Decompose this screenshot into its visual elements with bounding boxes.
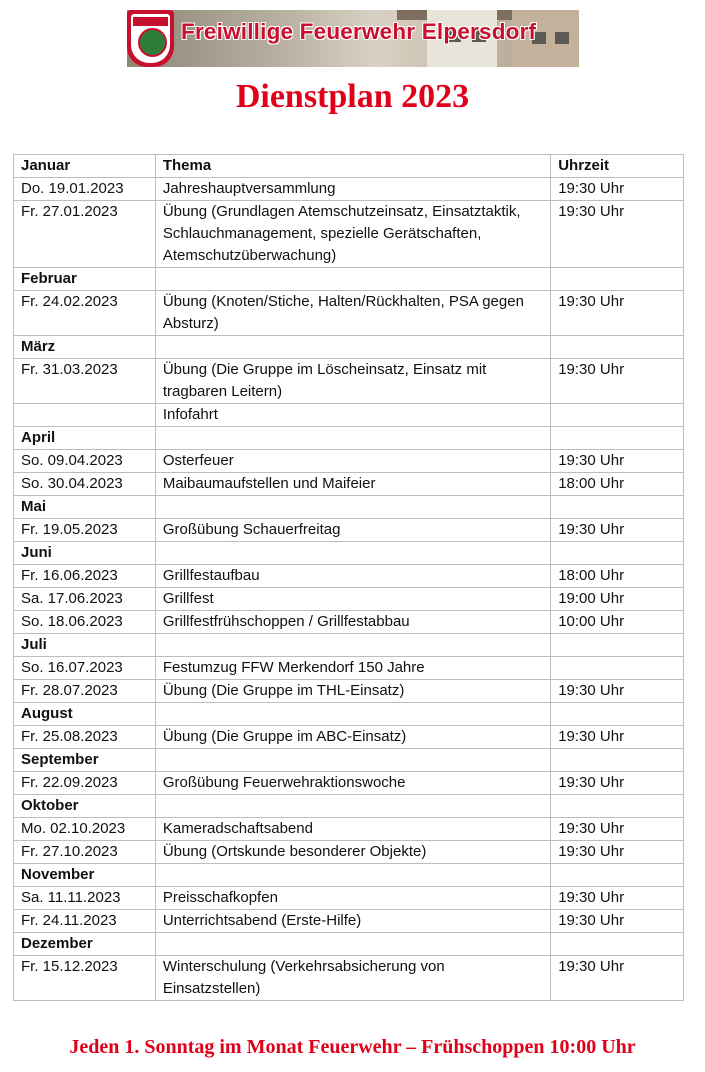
event-time: 19:30 Uhr <box>551 680 684 703</box>
event-date: Fr. 27.10.2023 <box>14 841 156 864</box>
schedule-body <box>14 178 684 1001</box>
event-topic: Unterrichtsabend (Erste-Hilfe) <box>155 910 550 933</box>
event-topic: Übung (Die Gruppe im THL-Einsatz) <box>155 680 550 703</box>
month-label: November <box>14 864 156 887</box>
event-time <box>551 404 684 427</box>
event-topic: Infofahrt <box>155 404 550 427</box>
month-row <box>14 427 684 450</box>
event-date: Fr. 25.08.2023 <box>14 726 156 749</box>
month-label: September <box>14 749 156 772</box>
month-label: Dezember <box>14 933 156 956</box>
event-date: Fr. 16.06.2023 <box>14 565 156 588</box>
event-time: 19:30 Uhr <box>551 726 684 749</box>
event-topic: Übung (Die Gruppe im ABC-Einsatz) <box>155 726 550 749</box>
schedule-table <box>13 154 684 1001</box>
empty-cell <box>155 749 550 772</box>
month-row <box>14 749 684 772</box>
empty-cell <box>155 268 550 291</box>
month-label: März <box>14 336 156 359</box>
empty-cell <box>155 427 550 450</box>
event-topic: Maibaumaufstellen und Maifeier <box>155 473 550 496</box>
month-row <box>14 703 684 726</box>
event-time: 19:30 Uhr <box>551 519 684 542</box>
month-row <box>14 634 684 657</box>
event-time: 19:30 Uhr <box>551 291 684 336</box>
event-topic: Winterschulung (Verkehrsabsicherung von Einsatzstellen) <box>155 956 550 1001</box>
empty-cell <box>551 542 684 565</box>
event-time: 19:30 Uhr <box>551 887 684 910</box>
column-header-time: Uhrzeit <box>551 155 684 178</box>
event-date: Do. 19.01.2023 <box>14 178 156 201</box>
table-row <box>14 178 684 201</box>
event-time: 18:00 Uhr <box>551 565 684 588</box>
event-date: Fr. 24.02.2023 <box>14 291 156 336</box>
table-row <box>14 910 684 933</box>
table-row <box>14 565 684 588</box>
month-label: April <box>14 427 156 450</box>
empty-cell <box>551 496 684 519</box>
event-date: Fr. 22.09.2023 <box>14 772 156 795</box>
month-row <box>14 268 684 291</box>
event-time: 10:00 Uhr <box>551 611 684 634</box>
column-header-month: Januar <box>14 155 156 178</box>
event-time: 19:30 Uhr <box>551 359 684 404</box>
event-topic: Grillfestaufbau <box>155 565 550 588</box>
crest-icon <box>138 28 167 57</box>
month-row <box>14 542 684 565</box>
footer-note: Jeden 1. Sonntag im Monat Feuerwehr – Frühschoppen 10:00 Uhr <box>69 1036 636 1058</box>
table-row <box>14 726 684 749</box>
column-header-topic: Thema <box>155 155 550 178</box>
event-time: 19:30 Uhr <box>551 201 684 268</box>
event-topic: Großübung Feuerwehraktionswoche <box>155 772 550 795</box>
table-row <box>14 611 684 634</box>
header-banner <box>127 10 579 67</box>
table-row <box>14 680 684 703</box>
table-row <box>14 887 684 910</box>
fire-department-logo <box>127 10 174 67</box>
table-row <box>14 519 684 542</box>
empty-cell <box>551 268 684 291</box>
empty-cell <box>155 542 550 565</box>
event-time <box>551 657 684 680</box>
empty-cell <box>551 933 684 956</box>
event-time: 19:30 Uhr <box>551 178 684 201</box>
page-title: Dienstplan 2023 <box>235 78 470 115</box>
event-time: 19:30 Uhr <box>551 910 684 933</box>
event-time: 18:00 Uhr <box>551 473 684 496</box>
event-date: So. 16.07.2023 <box>14 657 156 680</box>
empty-cell <box>551 795 684 818</box>
table-row <box>14 841 684 864</box>
table-header-row <box>14 155 684 178</box>
table-row <box>14 404 684 427</box>
empty-cell <box>155 795 550 818</box>
event-topic: Osterfeuer <box>155 450 550 473</box>
table-row <box>14 772 684 795</box>
table-row <box>14 291 684 336</box>
event-time: 19:30 Uhr <box>551 450 684 473</box>
table-row <box>14 473 684 496</box>
event-time: 19:30 Uhr <box>551 818 684 841</box>
month-row <box>14 336 684 359</box>
table-row <box>14 956 684 1001</box>
table-row <box>14 657 684 680</box>
event-topic: Großübung Schauerfreitag <box>155 519 550 542</box>
event-date: Fr. 24.11.2023 <box>14 910 156 933</box>
event-date: Fr. 15.12.2023 <box>14 956 156 1001</box>
month-row <box>14 864 684 887</box>
empty-cell <box>551 336 684 359</box>
empty-cell <box>155 634 550 657</box>
event-topic: Übung (Die Gruppe im Löscheinsatz, Einsatz mit tragbaren Leitern) <box>155 359 550 404</box>
empty-cell <box>551 703 684 726</box>
month-row <box>14 795 684 818</box>
event-date: Mo. 02.10.2023 <box>14 818 156 841</box>
event-date: Fr. 31.03.2023 <box>14 359 156 404</box>
empty-cell <box>155 336 550 359</box>
event-date: So. 18.06.2023 <box>14 611 156 634</box>
event-time: 19:30 Uhr <box>551 841 684 864</box>
month-label: Oktober <box>14 795 156 818</box>
empty-cell <box>155 864 550 887</box>
empty-cell <box>155 496 550 519</box>
table-row <box>14 818 684 841</box>
table-row <box>14 588 684 611</box>
event-topic: Übung (Grundlagen Atemschutzeinsatz, Einsatztaktik, Schlauchmanagement, spezielle Gerätschaften, Atemschutzüberwachung) <box>155 201 550 268</box>
table-row <box>14 359 684 404</box>
month-row <box>14 496 684 519</box>
event-date: So. 30.04.2023 <box>14 473 156 496</box>
event-topic: Grillfestfrühschoppen / Grillfestabbau <box>155 611 550 634</box>
event-date: Fr. 27.01.2023 <box>14 201 156 268</box>
event-date: Fr. 28.07.2023 <box>14 680 156 703</box>
month-label: Februar <box>14 268 156 291</box>
empty-cell <box>155 703 550 726</box>
event-date <box>14 404 156 427</box>
event-date: Fr. 19.05.2023 <box>14 519 156 542</box>
empty-cell <box>551 634 684 657</box>
event-date: Sa. 11.11.2023 <box>14 887 156 910</box>
event-time: 19:30 Uhr <box>551 956 684 1001</box>
event-topic: Grillfest <box>155 588 550 611</box>
month-label: Mai <box>14 496 156 519</box>
event-topic: Festumzug FFW Merkendorf 150 Jahre <box>155 657 550 680</box>
event-topic: Übung (Knoten/Stiche, Halten/Rückhalten, PSA gegen Absturz) <box>155 291 550 336</box>
month-label: Juni <box>14 542 156 565</box>
event-topic: Übung (Ortskunde besonderer Objekte) <box>155 841 550 864</box>
event-topic: Preisschafkopfen <box>155 887 550 910</box>
event-date: Sa. 17.06.2023 <box>14 588 156 611</box>
event-date: So. 09.04.2023 <box>14 450 156 473</box>
month-row <box>14 933 684 956</box>
table-row <box>14 450 684 473</box>
empty-cell <box>155 933 550 956</box>
empty-cell <box>551 864 684 887</box>
banner-title: Freiwillige Feuerwehr Elpersdorf <box>181 19 537 44</box>
event-topic: Kameradschaftsabend <box>155 818 550 841</box>
empty-cell <box>551 427 684 450</box>
empty-cell <box>551 749 684 772</box>
event-time: 19:30 Uhr <box>551 772 684 795</box>
month-label: Juli <box>14 634 156 657</box>
event-topic: Jahreshauptversammlung <box>155 178 550 201</box>
month-label: August <box>14 703 156 726</box>
table-row <box>14 201 684 268</box>
event-time: 19:00 Uhr <box>551 588 684 611</box>
